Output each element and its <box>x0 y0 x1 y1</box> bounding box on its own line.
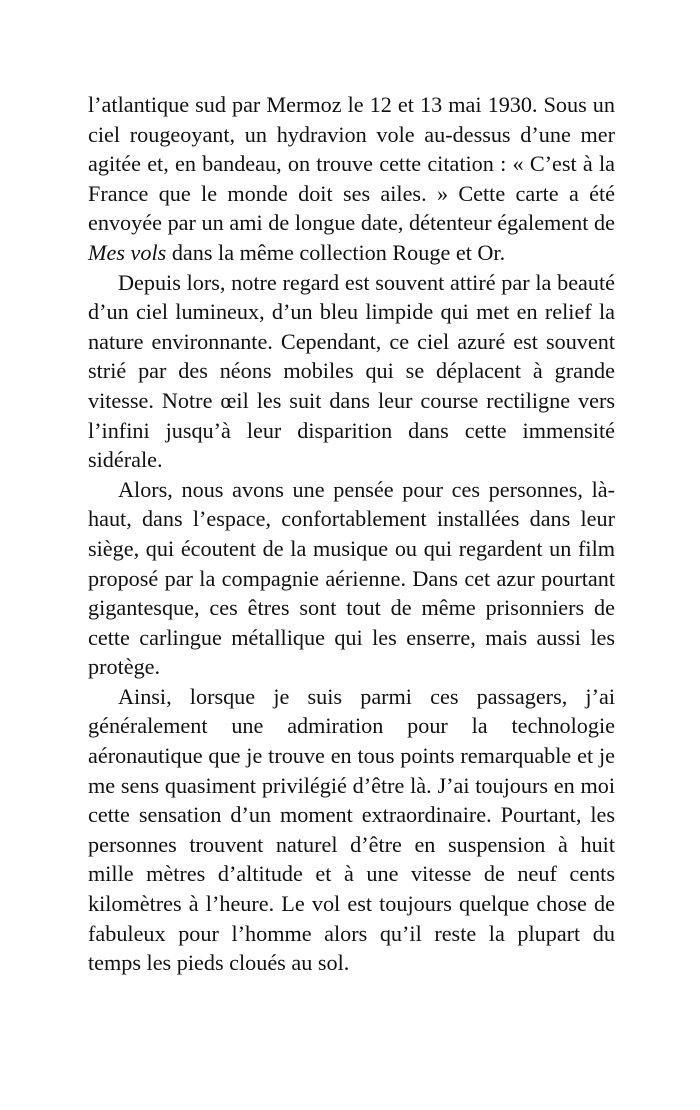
paragraph-1-text-start: l’atlantique sud par Mermoz le 12 et 13 mai 1930. Sous un ciel rougeoyant, un hydravion vole au-dessus d’une mer agitée et, en bandeau, on trouve cette citation : « C’est à la France que le monde doit ses ailes. » Cette carte a été envoyée par un ami de longue date, détenteur également de <box>88 92 615 236</box>
paragraph-1-text-end: dans la même collection Rouge et Or. <box>166 239 506 265</box>
book-title-mes-vols: Mes vols <box>88 239 167 265</box>
paragraph-1 <box>88 90 615 268</box>
paragraph-3: Alors, nous avons une pensée pour ces personnes, là-haut, dans l’espace, confortablement installées dans leur siège, qui écoutent de la musique ou qui regardent un film proposé par la compagnie aérienne. Dans cet azur pourtant gigantesque, ces êtres sont tout de même prisonniers de cette carlingue métallique qui les enserre, mais aussi les protège. <box>88 476 615 680</box>
paragraph-4: Ainsi, lorsque je suis parmi ces passagers, j’ai généralement une admiration pour la technologie aéronautique que je trouve en tous points remarquable et je me sens quasiment privilégié d’être là. J’ai toujours en moi cette sensation d’un moment extraordinaire. Pourtant, les personnes trouvent naturel d’être en suspension à huit mille mètres d’altitude et à une vitesse de neuf cents kilomètres à l’heure. Le vol est toujours quelque chose de fabuleux pour l’homme alors qu’il reste la plupart du temps les pieds cloués au sol. <box>88 683 615 976</box>
paragraph-2: Depuis lors, notre regard est souvent attiré par la beauté d’un ciel lumineux, d’un bleu limpide qui met en relief la nature environnante. Cependant, ce ciel azuré est souvent strié par des néons mobiles qui se déplacent à grande vitesse. Notre œil les suit dans leur course rectiligne vers l’infini jusqu’à leur disparition dans cette immensité sidérale. <box>88 269 615 473</box>
book-page-body <box>88 90 615 978</box>
